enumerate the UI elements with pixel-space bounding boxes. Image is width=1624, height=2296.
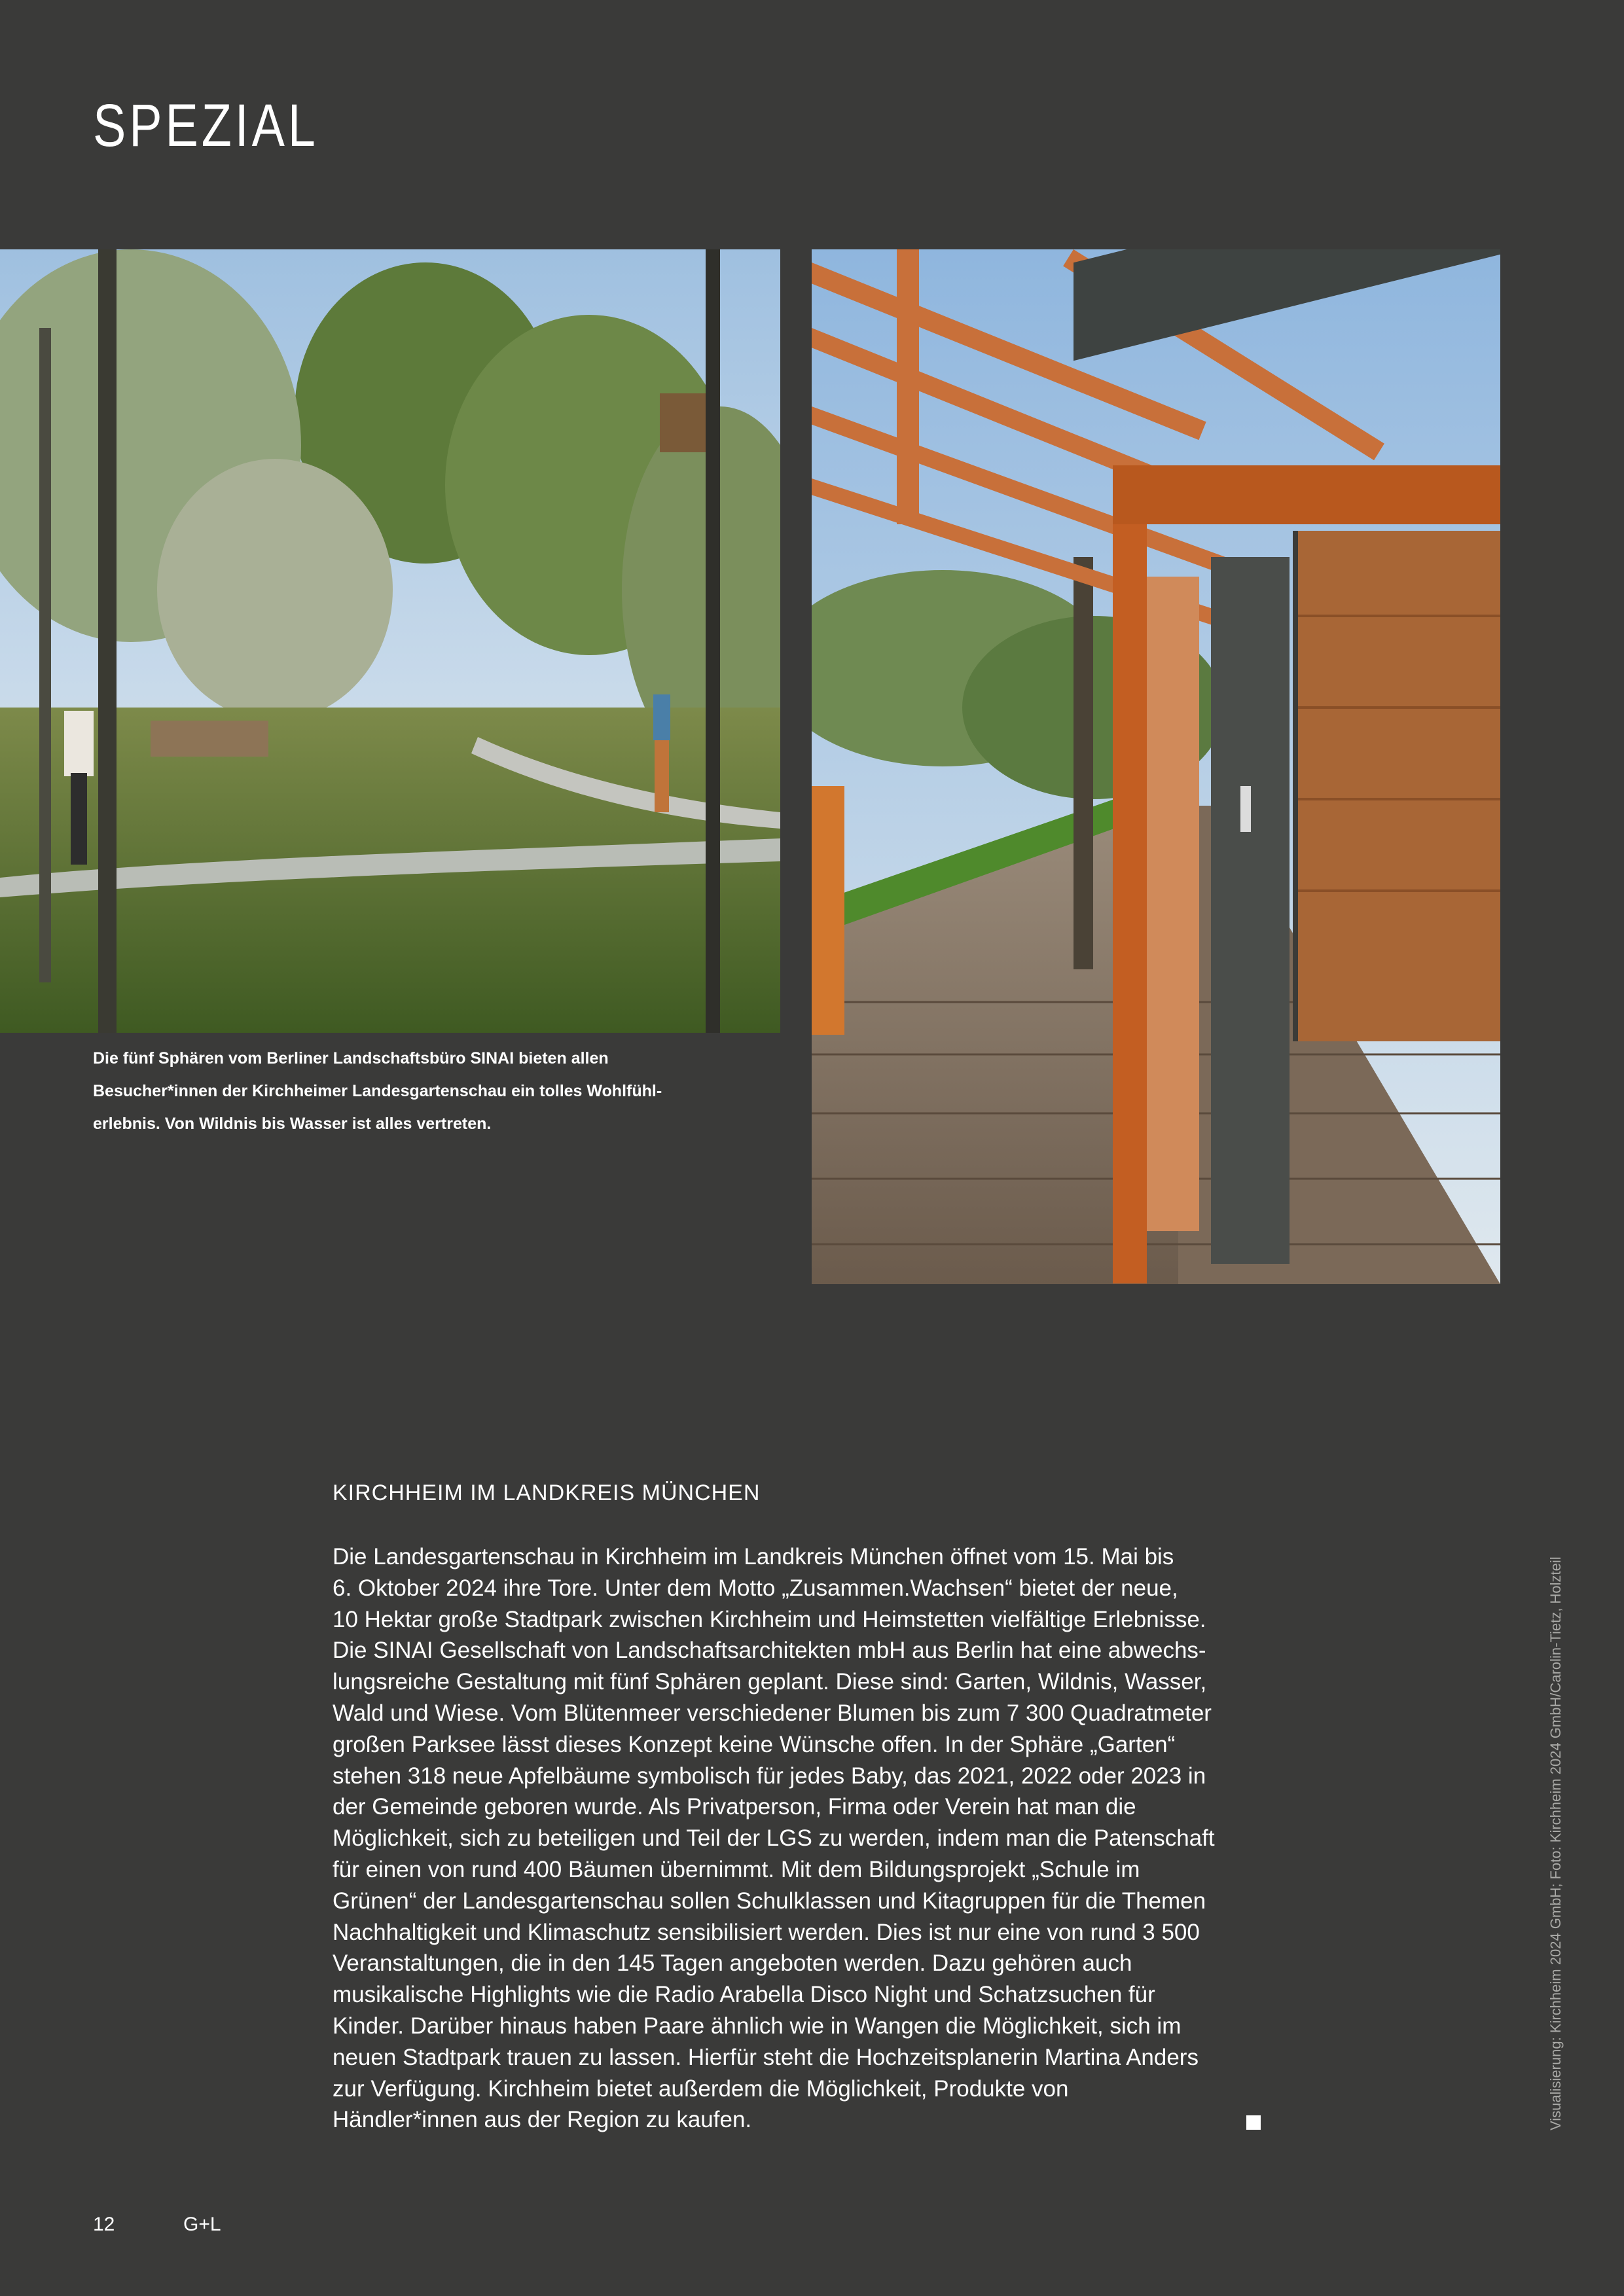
caption-line: erlebnis. Von Wildnis bis Wasser ist alles vertreten. <box>93 1115 492 1133</box>
article-line: lungsreiche Gestaltung mit fünf Sphären geplant. Diese sind: Garten, Wildnis, Wasser, <box>333 1669 1207 1695</box>
photo-caption <box>93 1042 748 1140</box>
pavilion-photo <box>812 249 1500 1284</box>
article-heading: KIRCHHEIM IM LANDKREIS MÜNCHEN <box>333 1480 761 1505</box>
article-line: Kinder. Darüber hinaus haben Paare ähnlich wie in Wangen die Möglichkeit, sich im <box>333 2013 1182 2039</box>
article-line: Grünen“ der Landesgartenschau sollen Schulklassen und Kitagruppen für die Themen <box>333 1888 1206 1914</box>
article-line: 10 Hektar große Stadtpark zwischen Kirchheim und Heimstetten vielfältige Erlebnisse. <box>333 1606 1206 1632</box>
park-landscape-photo <box>0 249 780 1033</box>
article-line: 6. Oktober 2024 ihre Tore. Unter dem Motto „Zusammen.Wachsen“ bietet der neue, <box>333 1575 1178 1601</box>
article-line: musikalische Highlights wie die Radio Arabella Disco Night und Schatzsuchen für <box>333 1982 1155 2008</box>
article-line: Händler*innen aus der Region zu kaufen. <box>333 2107 752 2133</box>
article-line: großen Parksee lässt dieses Konzept keine Wünsche offen. In der Sphäre „Garten“ <box>333 1731 1176 1757</box>
article-line: Möglichkeit, sich zu beteiligen und Teil der LGS zu werden, indem man die Patenschaft <box>333 1825 1215 1852</box>
article-line: für einen von rund 400 Bäumen übernimmt. Mit dem Bildungsprojekt „Schule im <box>333 1856 1140 1882</box>
article-line: Die SINAI Gesellschaft von Landschaftsarchitekten mbH aus Berlin hat eine abwechs- <box>333 1638 1206 1664</box>
pavilion-image <box>812 249 1500 1284</box>
article-line: Veranstaltungen, die in den 145 Tagen angeboten werden. Dazu gehören auch <box>333 1950 1132 1977</box>
article-line: Wald und Wiese. Vom Blütenmeer verschiedener Blumen bis zum 7 300 Quadratmeter <box>333 1700 1212 1726</box>
photo-credit: Visualisierung: Kirchheim 2024 GmbH; Foto: Kirchheim 2024 GmbH/Carolin-Tietz, Holzteil <box>1547 1556 1564 2130</box>
article-line: der Gemeinde geboren wurde. Als Privatperson, Firma oder Verein hat man die <box>333 1794 1136 1820</box>
page-number: 12 <box>93 2214 115 2235</box>
article-body <box>333 1541 1282 2136</box>
article-line: Nachhaltigkeit und Klimaschutz sensibilisiert werden. Dies ist nur eine von rund 3 500 <box>333 1919 1200 1945</box>
article-line: neuen Stadtpark trauen zu lassen. Hierfür steht die Hochzeitsplanerin Martina Anders <box>333 2044 1199 2070</box>
article-line: zur Verfügung. Kirchheim bietet außerdem die Möglichkeit, Produkte von <box>333 2075 1069 2102</box>
caption-line: Besucher*innen der Kirchheimer Landesgartenschau ein tolles Wohlfühl- <box>93 1082 662 1100</box>
end-of-article-square-icon <box>1246 2115 1261 2130</box>
magazine-name: G+L <box>183 2214 221 2235</box>
article-line: Die Landesgartenschau in Kirchheim im Landkreis München öffnet vom 15. Mai bis <box>333 1544 1174 1570</box>
caption-line: Die fünf Sphären vom Berliner Landschaftsbüro SINAI bieten allen <box>93 1049 609 1067</box>
section-label: SPEZIAL <box>93 92 319 159</box>
article-line: stehen 318 neue Apfelbäume symbolisch für jedes Baby, das 2021, 2022 oder 2023 in <box>333 1763 1206 1789</box>
park-landscape-image <box>0 249 780 1033</box>
